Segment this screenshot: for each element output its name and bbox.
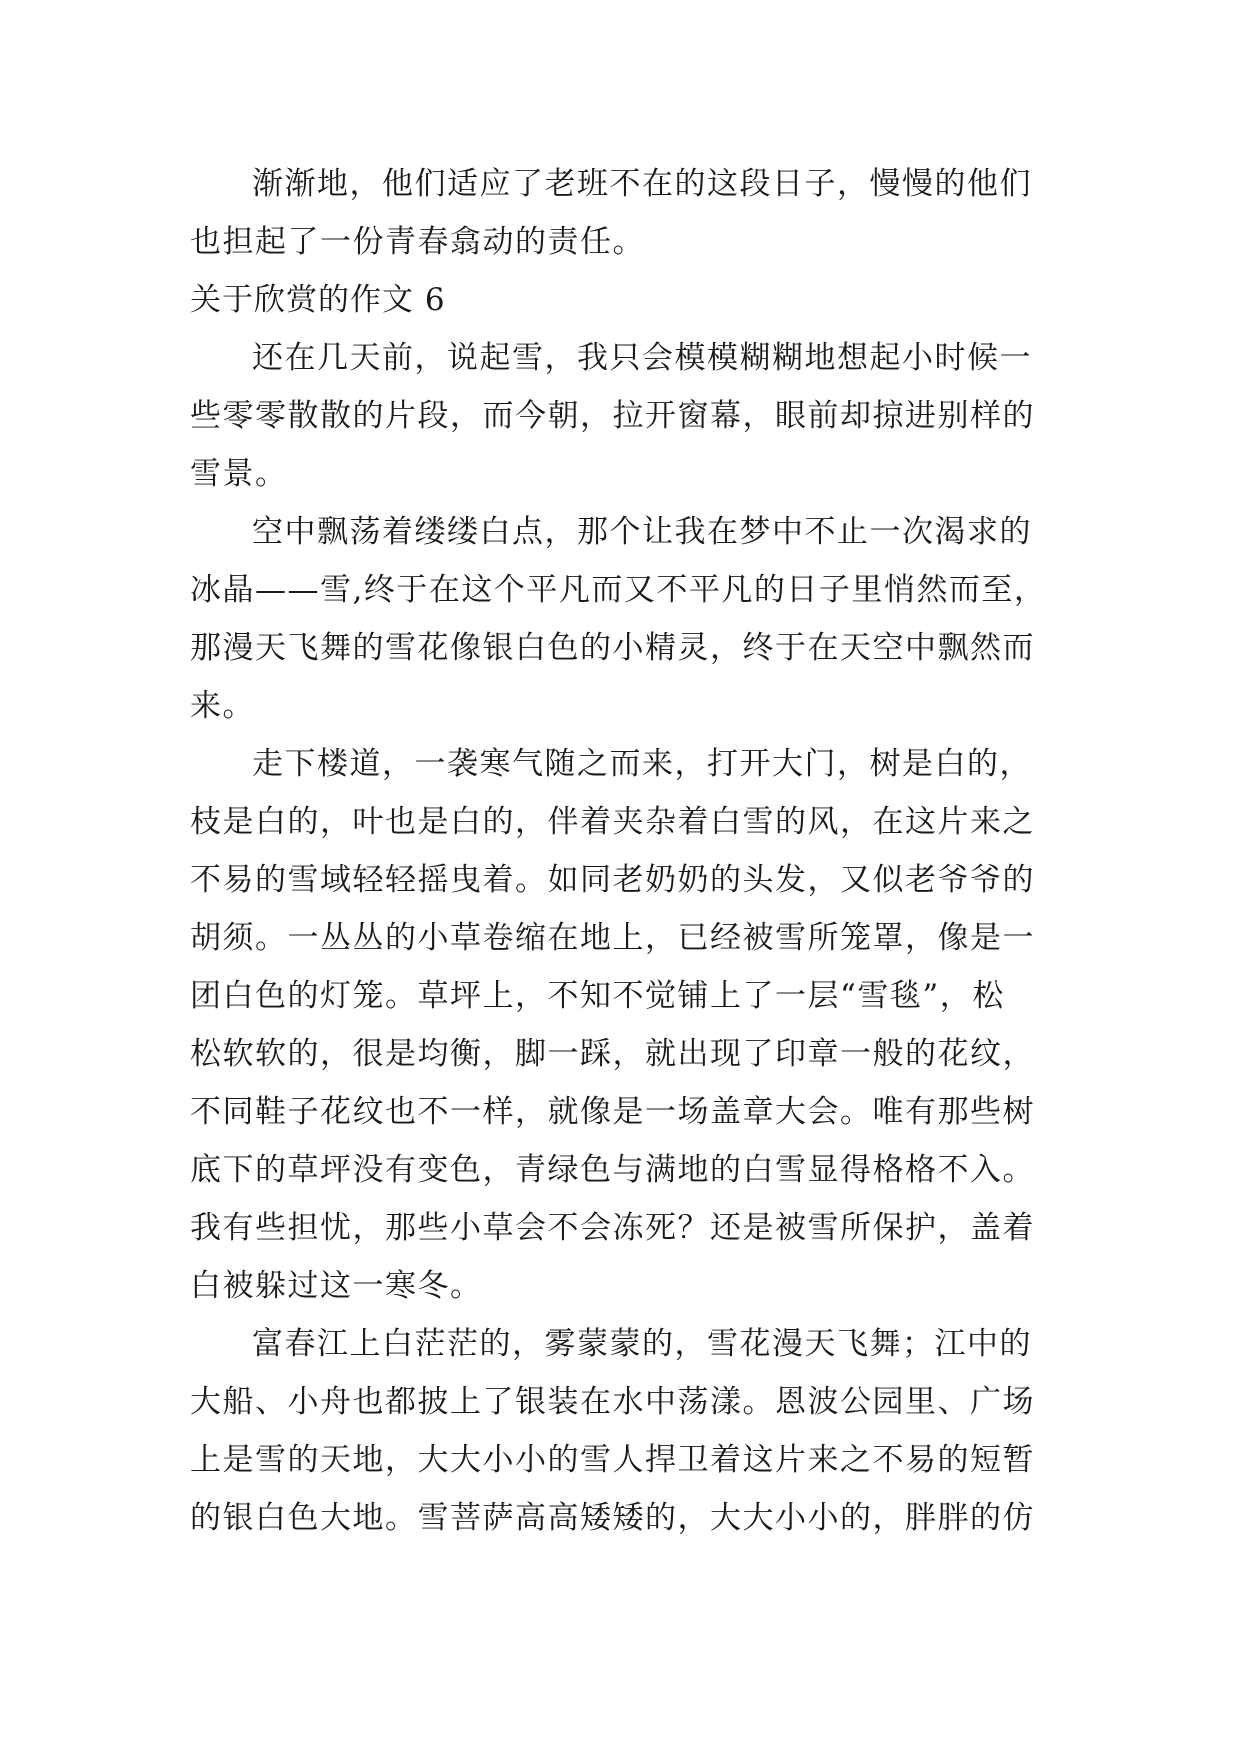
text-line: 松软软的，很是均衡，脚一踩，就出现了印章一般的花纹， [190,1036,1035,1072]
text-line: 不易的雪域轻轻摇曳着。如同老奶奶的头发，又似老爷爷的 [190,862,1035,898]
text-line: 冰晶——雪,终于在这个平凡而又不平凡的日子里悄然而至， [190,572,1047,608]
section-heading: 关于欣赏的作文 6 [190,282,446,318]
paragraph-1 [190,155,1055,271]
text-line: 那漫天飞舞的雪花像银白色的小精灵，终于在天空中飘然而 [190,630,1035,666]
paragraph-3 [190,503,1055,735]
text-line: 白被躲过这一寒冬。 [190,1268,483,1304]
text-line: 我有些担忧，那些小草会不会冻死？还是被雪所保护，盖着 [190,1210,1035,1246]
text-line: 的银白色大地。雪菩萨高高矮矮的，大大小小的，胖胖的仿 [190,1500,1035,1536]
paragraph-5 [190,1315,1055,1547]
text-line: 来。 [190,688,255,724]
text-line: 些零零散散的片段，而今朝，拉开窗幕，眼前却掠进别样的 [190,398,1035,434]
text-line: 富春江上白茫茫的，雾蒙蒙的，雪花漫天飞舞；江中的 [252,1326,1032,1362]
text-line: 枝是白的，叶也是白的，伴着夹杂着白雪的风，在这片来之 [190,804,1035,840]
text-line: 大船、小舟也都披上了银装在水中荡漾。恩波公园里、广场 [190,1384,1035,1420]
text-line: 还在几天前，说起雪，我只会模模糊糊地想起小时候一 [252,340,1032,376]
text-line: 空中飘荡着缕缕白点，那个让我在梦中不止一次渴求的 [252,514,1032,550]
text-line: 上是雪的天地，大大小小的雪人捍卫着这片来之不易的短暂 [190,1442,1035,1478]
text-line: 走下楼道，一袭寒气随之而来，打开大门，树是白的， [252,746,1032,782]
text-line: 也担起了一份青春翕动的责任。 [190,224,645,260]
text-line: 团白色的灯笼。草坪上，不知不觉铺上了一层“雪毯”，松 [190,978,1005,1014]
paragraph-4 [190,735,1055,1315]
text-line: 胡须。一丛丛的小草卷缩在地上，已经被雪所笼罩，像是一 [190,920,1035,956]
text-line: 渐渐地，他们适应了老班不在的这段日子，慢慢的他们 [252,166,1032,202]
text-line: 底下的草坪没有变色，青绿色与满地的白雪显得格格不入。 [190,1152,1035,1188]
paragraph-2 [190,329,1055,503]
document-body [190,155,1055,1547]
text-line: 不同鞋子花纹也不一样，就像是一场盖章大会。唯有那些树 [190,1094,1035,1130]
text-line: 雪景。 [190,456,288,492]
